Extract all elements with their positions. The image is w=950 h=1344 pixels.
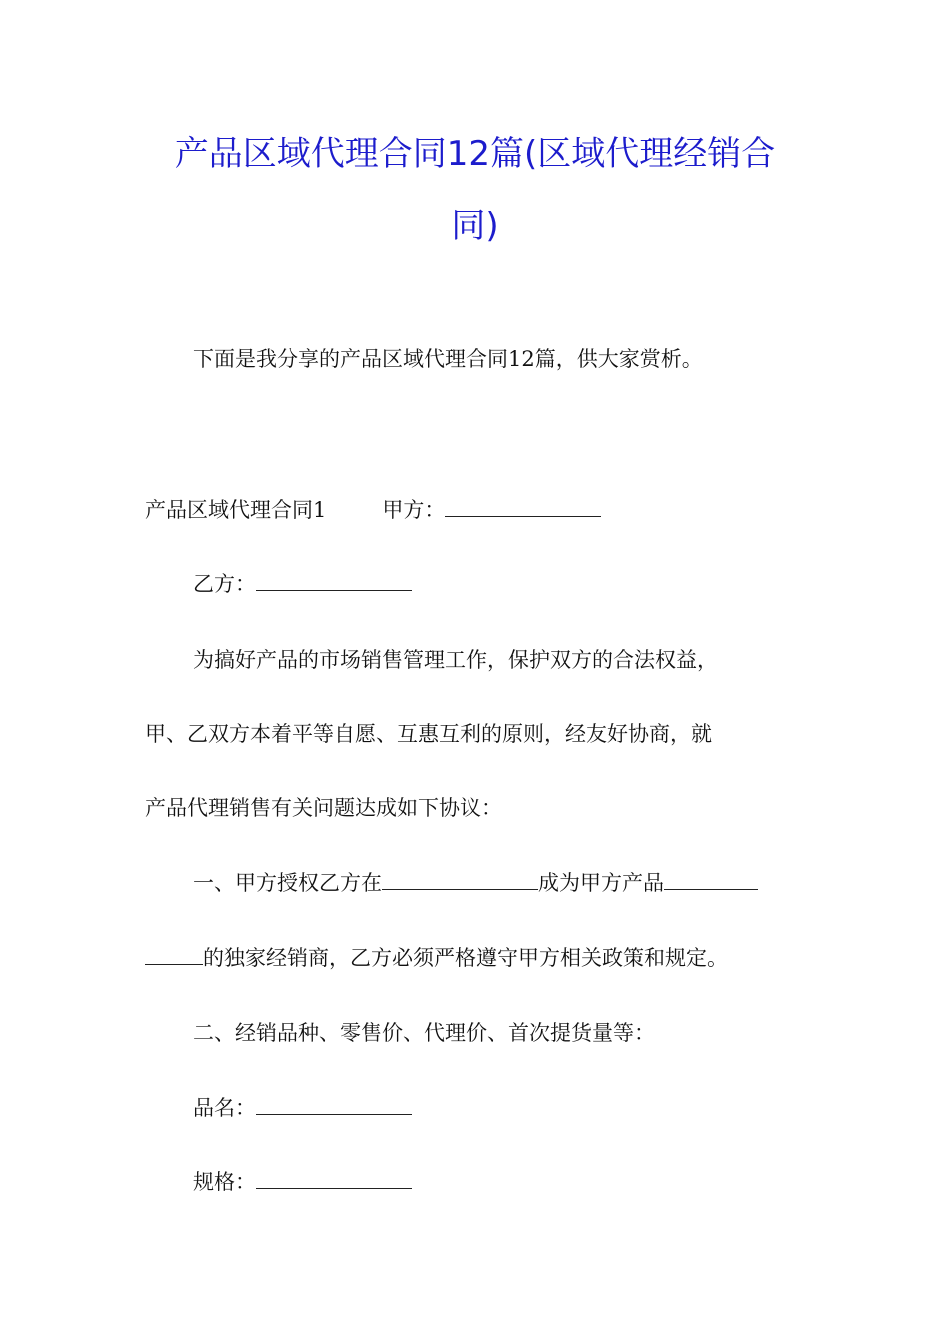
paragraph-1-line-1: 为搞好产品的市场销售管理工作，保护双方的合法权益，	[193, 648, 718, 672]
clause-1-line-2	[145, 943, 728, 973]
party-b-row	[193, 569, 412, 599]
product-name-blank	[256, 1094, 412, 1115]
document-title-line-1: 产品区域代理合同12篇(区域代理经销合	[174, 134, 776, 174]
product-name-row	[193, 1093, 412, 1123]
product-name-label: 品名：	[193, 1096, 256, 1120]
region-blank	[382, 869, 538, 890]
party-b-blank	[256, 570, 412, 591]
document-title-line-2: 同)	[451, 206, 499, 246]
product-blank-continued	[145, 944, 203, 965]
spec-blank	[256, 1168, 412, 1189]
spec-label: 规格：	[193, 1170, 256, 1194]
paragraph-1-line-2: 甲、乙双方本着平等自愿、互惠互利的原则，经友好协商，就	[145, 722, 712, 746]
clause-1-text-b: 成为甲方产品	[538, 871, 664, 895]
clause-1-line-1	[193, 868, 758, 898]
clause-2: 二、经销品种、零售价、代理价、首次提货量等：	[193, 1021, 655, 1045]
party-a-label: 甲方：	[382, 498, 446, 522]
party-a-blank	[445, 496, 601, 517]
paragraph-1-line-3: 产品代理销售有关问题达成如下协议：	[145, 796, 502, 820]
spec-row	[193, 1167, 412, 1197]
contract-heading-row	[145, 495, 601, 525]
intro-paragraph: 下面是我分享的产品区域代理合同12篇，供大家赏析。	[193, 347, 703, 371]
clause-1-text-a: 一、甲方授权乙方在	[193, 871, 382, 895]
party-b-label: 乙方：	[193, 572, 256, 596]
product-blank	[664, 869, 758, 890]
clause-1-text-c: 的独家经销商，乙方必须严格遵守甲方相关政策和规定。	[203, 946, 728, 970]
contract-heading: 产品区域代理合同1	[145, 498, 327, 522]
